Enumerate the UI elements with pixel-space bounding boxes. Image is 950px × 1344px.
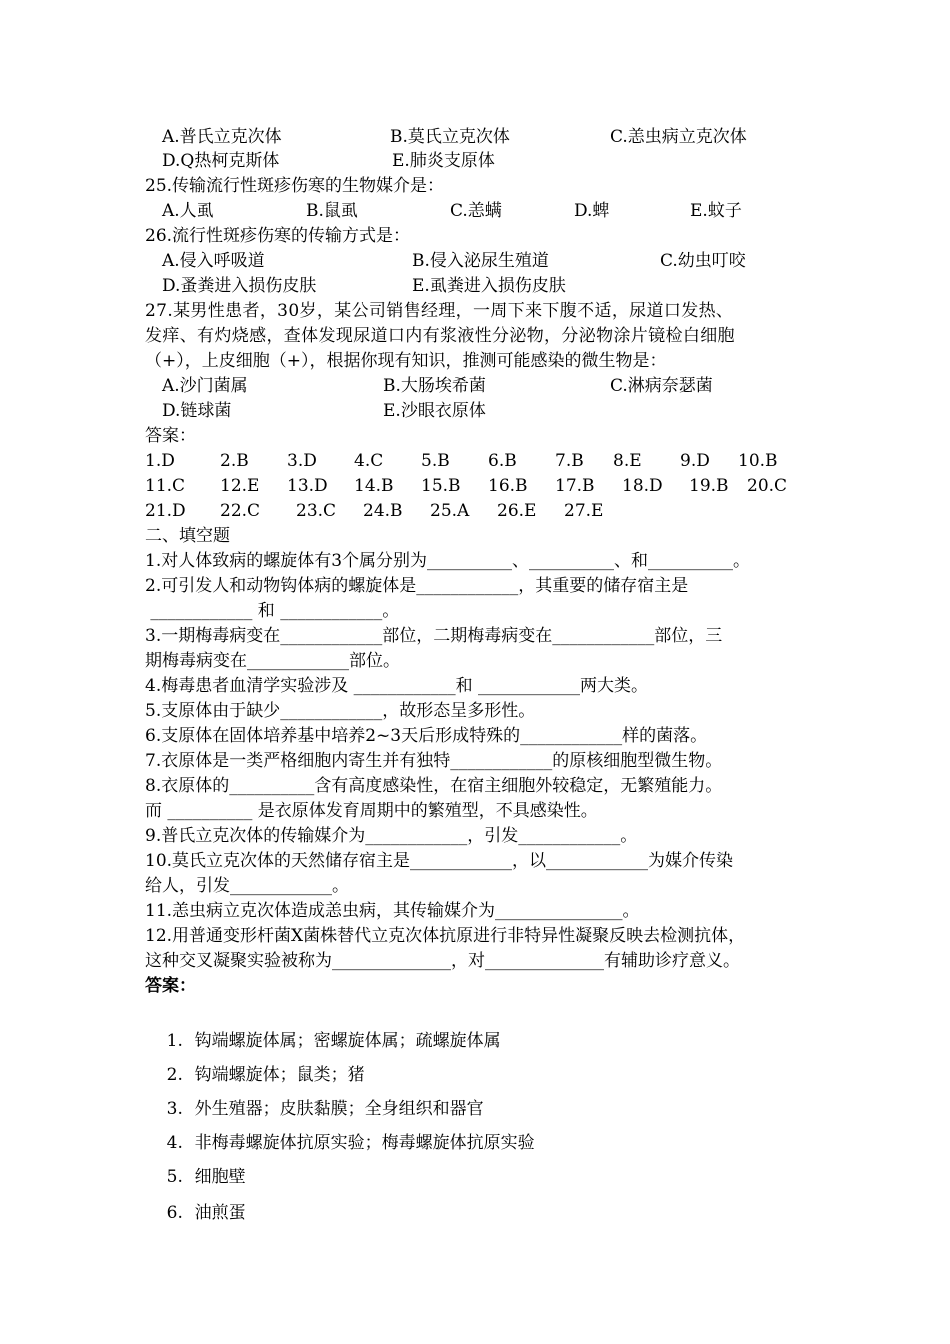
q24-option-e: E.肺炎支原体 — [392, 151, 495, 171]
q25-option-d: D.蜱 — [574, 201, 610, 221]
answer-text: 油煎蛋 — [194, 1203, 246, 1223]
q25-option-c: C.恙螨 — [450, 201, 502, 221]
answer-number: 2. — [166, 1065, 183, 1085]
q25-option-a: A.人虱 — [162, 201, 214, 221]
mc-answer-item: 1.D — [145, 451, 175, 471]
section-title: 二、填空题 — [145, 526, 230, 546]
answer-number: 4. — [166, 1133, 183, 1153]
mc-answer-item: 17.B — [555, 476, 595, 496]
mc-answer-item: 6.B — [488, 451, 517, 471]
mc-answer-item: 18.D — [622, 476, 663, 496]
mc-answer-item: 2.B — [220, 451, 249, 471]
q24-option-d: D.Q热柯克斯体 — [162, 151, 280, 171]
q27-option-d: D.链球菌 — [162, 401, 232, 421]
answer-text: 细胞壁 — [194, 1167, 246, 1187]
q25-stem: 25.传输流行性斑疹伤寒的生物媒介是： — [145, 176, 445, 196]
fill-question-line: 5.支原体由于缺少____________，故形态呈多形性。 — [145, 701, 536, 721]
answer-number: 6. — [166, 1203, 183, 1223]
q26-option-e: E.虱粪进入损伤皮肤 — [412, 276, 566, 296]
q24-option-a: A.普氏立克次体 — [162, 127, 282, 147]
mc-answer-item: 19.B — [689, 476, 729, 496]
fill-question-line: 8.衣原体的__________含有高度感染性，在宿主细胞外较稳定，无繁殖能力。 — [145, 776, 723, 796]
mc-answer-item: 11.C — [145, 476, 186, 496]
q27-option-a: A.沙门菌属 — [162, 376, 248, 396]
fill-question-line: 11.恙虫病立克次体造成恙虫病，其传输媒介为_______________。 — [145, 901, 640, 921]
mc-answer-item: 25.A — [430, 501, 470, 521]
answer-text: 钩端螺旋体属；密螺旋体属；疏螺旋体属 — [194, 1031, 501, 1051]
answer-text: 非梅毒螺旋体抗原实验；梅毒螺旋体抗原实验 — [194, 1133, 535, 1153]
q24-option-b: B.莫氏立克次体 — [390, 127, 510, 147]
fill-question-line: 2.可引发人和动物钩体病的螺旋体是____________，其重要的储存宿主是 — [145, 576, 689, 596]
fill-question-line: 9.普氏立克次体的传输媒介为____________，引发____________。 — [145, 826, 638, 846]
q25-option-b: B.鼠虱 — [306, 201, 358, 221]
mc-answer-item: 23.C — [296, 501, 337, 521]
mc-answer-item: 13.D — [287, 476, 328, 496]
fill-question-line: 给人，引发____________。 — [145, 876, 349, 896]
fill-question-line: 4.梅毒患者血清学实验涉及 ____________和 ____________两大类。 — [145, 676, 649, 696]
mc-answer-item: 10.B — [738, 451, 778, 471]
q26-option-b: B.侵入泌尿生殖道 — [412, 251, 549, 271]
mc-answer-item: 26.E — [497, 501, 537, 521]
q26-stem: 26.流行性斑疹伤寒的传输方式是： — [145, 226, 411, 246]
answer-number: 1. — [166, 1031, 183, 1051]
q27-stem-line3: （+），上皮细胞（+），根据你现有知识，推测可能感染的微生物是： — [145, 351, 667, 371]
fill-answer-item — [145, 1180, 246, 1246]
q26-option-d: D.蚤粪进入损伤皮肤 — [162, 276, 317, 296]
mc-answer-label: 答案： — [145, 426, 196, 446]
mc-answer-item: 24.B — [363, 501, 403, 521]
mc-answer-item: 22.C — [220, 501, 261, 521]
answer-text: 外生殖器；皮肤黏膜；全身组织和器官 — [194, 1099, 484, 1119]
q24-option-c: C.恙虫病立克次体 — [610, 127, 747, 147]
mc-answer-item: 12.E — [220, 476, 260, 496]
mc-answer-item: 4.C — [354, 451, 384, 471]
mc-answer-item: 20.C — [747, 476, 788, 496]
fill-question-line: ____________ 和 ____________。 — [145, 601, 400, 621]
fill-question-line: 3.一期梅毒病变在____________部位，二期梅毒病变在____________部位，三 — [145, 626, 723, 646]
mc-answer-item: 8.E — [613, 451, 642, 471]
mc-answer-item: 9.D — [680, 451, 710, 471]
q27-option-c: C.淋病奈瑟菌 — [610, 376, 713, 396]
q27-option-e: E.沙眼衣原体 — [383, 401, 486, 421]
mc-answer-item: 5.B — [421, 451, 450, 471]
fill-question-line: 期梅毒病变在____________部位。 — [145, 651, 400, 671]
answer-text: 钩端螺旋体；鼠类；猪 — [194, 1065, 365, 1085]
mc-answer-item: 16.B — [488, 476, 528, 496]
answer-number: 5. — [166, 1167, 183, 1187]
mc-answer-item: 3.D — [287, 451, 317, 471]
fill-question-line: 10.莫氏立克次体的天然储存宿主是____________，以____________为媒介传染 — [145, 851, 734, 871]
fill-question-line: 这种交叉凝聚实验被称为______________，对______________有辅助诊疗意义。 — [145, 951, 740, 971]
fill-question-line: 12.用普通变形杆菌X菌株替代立克次体抗原进行非特异性凝聚反映去检测抗体， — [145, 926, 746, 946]
mc-answer-item: 15.B — [421, 476, 461, 496]
mc-answer-item: 21.D — [145, 501, 186, 521]
fill-question-line: 6.支原体在固体培养基中培养2~3天后形成特殊的____________样的菌落。 — [145, 726, 708, 746]
fill-question-line: 而 __________ 是衣原体发育周期中的繁殖型，不具感染性。 — [145, 801, 598, 821]
q27-stem-line1: 27.某男性患者，30岁，某公司销售经理，一周下来下腹不适，尿道口发热、 — [145, 301, 734, 321]
q27-stem-line2: 发痒、有灼烧感，查体发现尿道口内有浆液性分泌物，分泌物涂片镜检白细胞 — [145, 326, 735, 346]
q26-option-c: C.幼虫叮咬 — [660, 251, 746, 271]
q26-option-a: A.侵入呼吸道 — [162, 251, 265, 271]
mc-answer-item: 27.E — [564, 501, 604, 521]
fill-answer-label: 答案： — [145, 976, 196, 996]
fill-question-line: 7.衣原体是一类严格细胞内寄生并有独特____________的原核细胞型微生物。 — [145, 751, 723, 771]
mc-answer-item: 14.B — [354, 476, 394, 496]
q27-option-b: B.大肠埃希菌 — [383, 376, 486, 396]
q25-option-e: E.蚊子 — [690, 201, 742, 221]
answer-number: 3. — [166, 1099, 183, 1119]
mc-answer-item: 7.B — [555, 451, 584, 471]
fill-question-line: 1.对人体致病的螺旋体有3个属分别为__________、__________、和__________。 — [145, 551, 751, 571]
